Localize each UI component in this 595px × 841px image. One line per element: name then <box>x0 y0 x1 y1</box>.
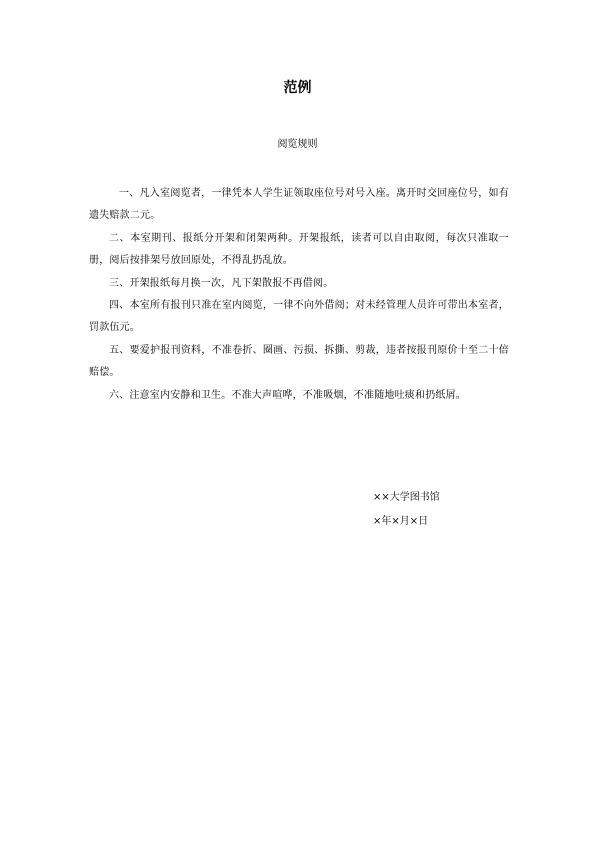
signature-organization: ××大学图书馆 <box>373 492 440 503</box>
rule-paragraph-6: 六、注意室内安静和卫生。不准大声喧哗，不准吸烟，不准随地吐痰和扔纸屑。 <box>109 389 466 401</box>
rule-paragraph-5: 五、要爱护报刊资料，不准卷折、圈画、污损、拆撕、剪裁，违者按报刊原价十至二十倍赔偿。 <box>89 344 509 379</box>
page-title: 范例 <box>283 80 312 96</box>
document-subtitle: 阅览规则 <box>277 139 318 150</box>
rule-paragraph-3: 三、开架报纸每月换一次，凡下架散报不再借阅。 <box>109 277 334 289</box>
rule-paragraph-4: 四、本室所有报刊只准在室内阅览，一律不向外借阅；对未经管理人员许可带出本室者，罚款伍元。 <box>89 300 509 334</box>
rule-paragraph-2: 二、本室期刊、报纸分开架和闭架两种。开架报纸，读者可以自由取阅，每次只准取一册，阅后按排架号放回原处，不得乱扔乱放。 <box>89 232 509 267</box>
rule-paragraph-1: 一、凡入室阅览者，一律凭本人学生证领取座位号对号入座。离开时交回座位号，如有遗失赔款二元。 <box>89 188 509 222</box>
signature-date: ×年×月×日 <box>373 516 429 527</box>
signature-block <box>373 486 440 534</box>
rules-body <box>89 183 509 407</box>
